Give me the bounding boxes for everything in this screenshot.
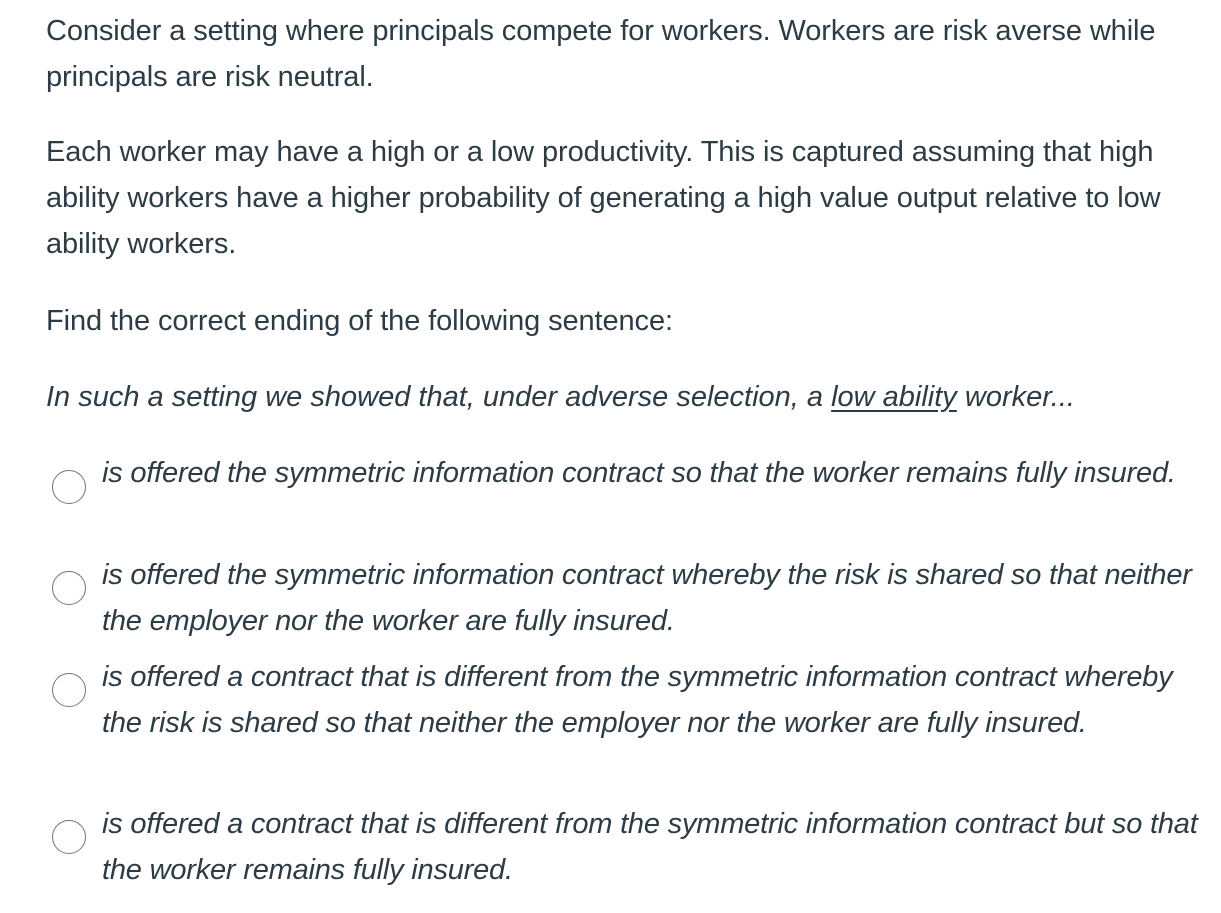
question-instruction: Find the correct ending of the following sentence: <box>46 305 673 337</box>
question-paragraph-context: Consider a setting where principals compete for workers. Workers are risk averse while principals are risk neutral. <box>46 15 1156 93</box>
radio-button[interactable] <box>52 820 86 854</box>
answer-option-label[interactable]: is offered the symmetric information contract so that the worker remains fully insured. <box>102 457 1176 489</box>
prompt-underlined-term: low ability <box>831 381 957 413</box>
answer-option-label[interactable]: is offered a contract that is different from the symmetric information contract whereby the risk is shared so that neither the employer nor the worker are fully insured. <box>102 661 1173 739</box>
answer-option-label[interactable]: is offered a contract that is different from the symmetric information contract but so that the worker remains fully insured. <box>102 808 1198 886</box>
prompt-text-after: worker... <box>956 381 1075 413</box>
question-prompt <box>46 374 1206 420</box>
answer-option-label[interactable]: is offered the symmetric information contract whereby the risk is shared so that neither the employer nor the worker are fully insured. <box>102 559 1192 637</box>
radio-button[interactable] <box>52 470 86 504</box>
radio-button[interactable] <box>52 673 86 707</box>
question-paragraph-productivity: Each worker may have a high or a low productivity. This is captured assuming that high ability workers have a higher probability of generating a high value output relative to low ability workers. <box>46 136 1161 260</box>
radio-button[interactable] <box>52 571 86 605</box>
prompt-text-before: In such a setting we showed that, under adverse selection, a <box>46 381 832 413</box>
